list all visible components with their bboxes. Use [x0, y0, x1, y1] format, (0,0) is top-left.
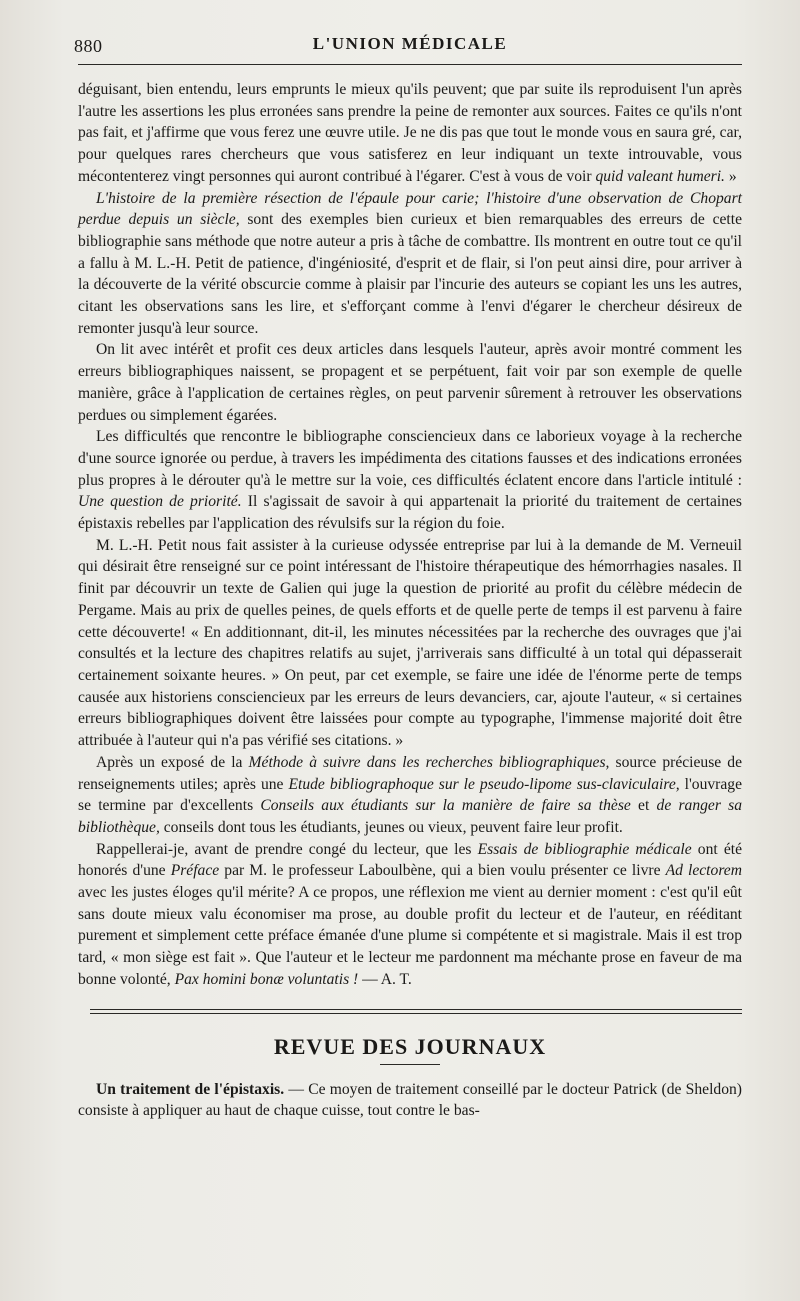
paragraph-7-motto: Pax homini bonæ voluntatis ! — [174, 970, 359, 988]
article-body — [78, 79, 742, 991]
paragraph-2-titles: L'histoire de la première résection de l'épaule pour carie; l'histoire d'une observation de Chopart perdue depuis un siècle, — [78, 189, 742, 229]
paragraph-6-text-d: et — [630, 797, 657, 815]
review-article-title: Un traitement de l'épistaxis. — [96, 1080, 285, 1098]
paragraph-7-title-1: Essais de bibliographie médicale — [477, 840, 692, 858]
paragraph-6-title-2: Etude bibliographoque sur le pseudo-lipome sus-claviculaire, — [288, 775, 680, 793]
paragraph-6-title-4: de ranger sa bibliothèque, — [78, 797, 742, 836]
review-article-text: — Ce moyen de traitement conseillé par le docteur Patrick (de Sheldon) consiste à appliquer au haut de chaque cuisse, tout contre le bas- — [78, 1080, 742, 1120]
paragraph-6-text-e: conseils dont tous les étudiants, jeunes ou vieux, peuvent faire leur profit. — [159, 818, 623, 836]
paragraph-6-title-1: Méthode à suivre dans les recherches bibliographiques, — [248, 753, 610, 771]
review-article — [78, 1079, 742, 1122]
paragraph-7-title-3: Ad lectorem — [665, 862, 742, 880]
paragraph-4-text-b: Il s'agissait de savoir à qui appartenait la priorité du traitement de certaines épistaxis rebelles par l'application des révulsifs sur la région du foie. — [78, 493, 742, 533]
section-title-underline — [380, 1064, 440, 1065]
paragraph-7 — [78, 839, 742, 991]
paragraph-5: M. L.-H. Petit nous fait assister à la curieuse odyssée entreprise par lui à la demande de M. Verneuil qui désirait être renseigné sur ce point intéressant de l'histoire thérapeutique des hémorrhagies nasales. Il finit par découvrir un texte de Galien qui juge la question de priorité au profit du célèbre médecin de Pergame. Mais au prix de quelles peines, de quels efforts et de quelle perte de temps il est parvenu à faire cette découverte! « En additionnant, dit-il, les minutes nécessitées par la recherche des ouvrages que j'ai consultés et la lecture des chapitres relatifs au sujet, j'arriverais sans difficulté à un total qui dépasserait certainement soixante heures. » On peut, par cet exemple, se faire une idée de l'énorme perte de temps causée aux historiens consciencieux par les erreurs de leurs devanciers, car, ajoute l'auteur, « si certaines erreurs bibliographiques doivent être laissées pour compte au typographe, l'immense majorité doit être attribuée à l'auteur qui n'a pas vérifié ses citations. » — [78, 536, 742, 750]
paragraph-7-title-2: Préface — [170, 862, 220, 880]
paragraph-1 — [78, 79, 742, 188]
paragraph-7-text-a: Rappellerai-je, avant de prendre congé du lecteur, que les — [96, 840, 478, 858]
paragraph-1-text: déguisant, bien entendu, leurs emprunts le mieux qu'ils peuvent; que par suite ils reproduisent l'un après l'autre les assertions les plus erronées sans prendre la peine de remonter aux sources. Faites ce qu'ils n'ont pas fait, et j'affirme que vous ferez une œuvre utile. Je ne dis pas que tout le monde vous en saura gré, car, pour quelques rares chercheurs que vous satisferez en leur indiquant un texte introuvable, vous mécontenterez vingt personnes qui auront contribué à l'égarer. C'est à vous de voir — [78, 81, 742, 185]
paragraph-7-text-c: par M. le professeur Laboulbène, qui a bien voulu présenter ce livre — [219, 862, 666, 880]
author-signature: — A. T. — [358, 970, 412, 988]
paragraph-4 — [78, 426, 742, 535]
paragraph-2-text: sont des exemples bien curieux et bien remarquables des erreurs de cette bibliographie sans méthode que notre auteur a pris à tâche de combattre. Ils montrent en outre tout ce qu'il a fallu à M. L.-H. Petit de patience, d'ingéniosité, d'esprit et de flair, si l'on peut ainsi dire, pour arriver à la découverte de la vérité obscurcie comme à plaisir par l'incurie des auteurs se copiant les uns les autres, citant les observations sans les lire, et s'efforçant comme à l'envi d'égarer le chercheur désireux de remonter jusqu'à leur source. — [78, 211, 742, 337]
paragraph-6-text-a: Après un exposé de la — [96, 753, 249, 771]
section-title: REVUE DES JOURNAUX — [273, 1033, 547, 1059]
paragraph-4-title: Une question de priorité. — [78, 493, 242, 511]
paragraph-7-text-b: ont été honorés d'une — [78, 840, 742, 880]
journal-title: L'UNION MÉDICALE — [312, 34, 508, 53]
page-number: 880 — [74, 36, 103, 56]
paragraph-2 — [78, 188, 742, 340]
section-divider — [90, 1009, 742, 1014]
paragraph-3: On lit avec intérêt et profit ces deux articles dans lesquels l'auteur, après avoir montré comment les erreurs bibliographiques naissent, se propagent et se perpétuent, fait voir par son exemple de quelle manière, grâce à l'application de certaines règles, on peut parvenir sûrement à retrouver les observations perdues ou simplement égarées. — [78, 341, 742, 424]
running-head — [74, 28, 742, 65]
paragraph-7-text-d: avec les justes éloges qu'il mérite? A ce propos, une réflexion me vient au dernier moment : c'est qu'il eût sans doute mieux valu économiser ma prose, au double profit du lecteur et de l'auteur, en rééditant purement et simplement cette préface émanée d'une plume si compétente et si magistrale. Mais il est trop tard, « mon siège est fait ». Que l'auteur et le lecteur me pardonnent ma méchante prose en faveur de ma bonne volonté, — [78, 884, 742, 988]
paragraph-6 — [78, 752, 742, 839]
paragraph-1-close: » — [724, 167, 737, 185]
paragraph-6-text-c: l'ouvrage se termine par d'excellents — [78, 775, 742, 815]
paragraph-4-text-a: Les difficultés que rencontre le bibliographe consciencieux dans ce laborieux voyage à la recherche d'une source ignorée ou perdue, à travers les impédimenta des citations fausses et des indications erronées plus propres à le dérouter qu'à le mettre sur la voie, ces difficultés éclatent encore dans l'article intitulé : — [78, 428, 742, 489]
paragraph-1-quote: quid valeant humeri. — [595, 167, 725, 185]
journal-review — [78, 1079, 742, 1122]
paragraph-6-text-b: source précieuse de renseignements utiles; après une — [78, 753, 743, 793]
paragraph-6-title-3: Conseils aux étudiants sur la manière de faire sa thèse — [260, 797, 631, 815]
